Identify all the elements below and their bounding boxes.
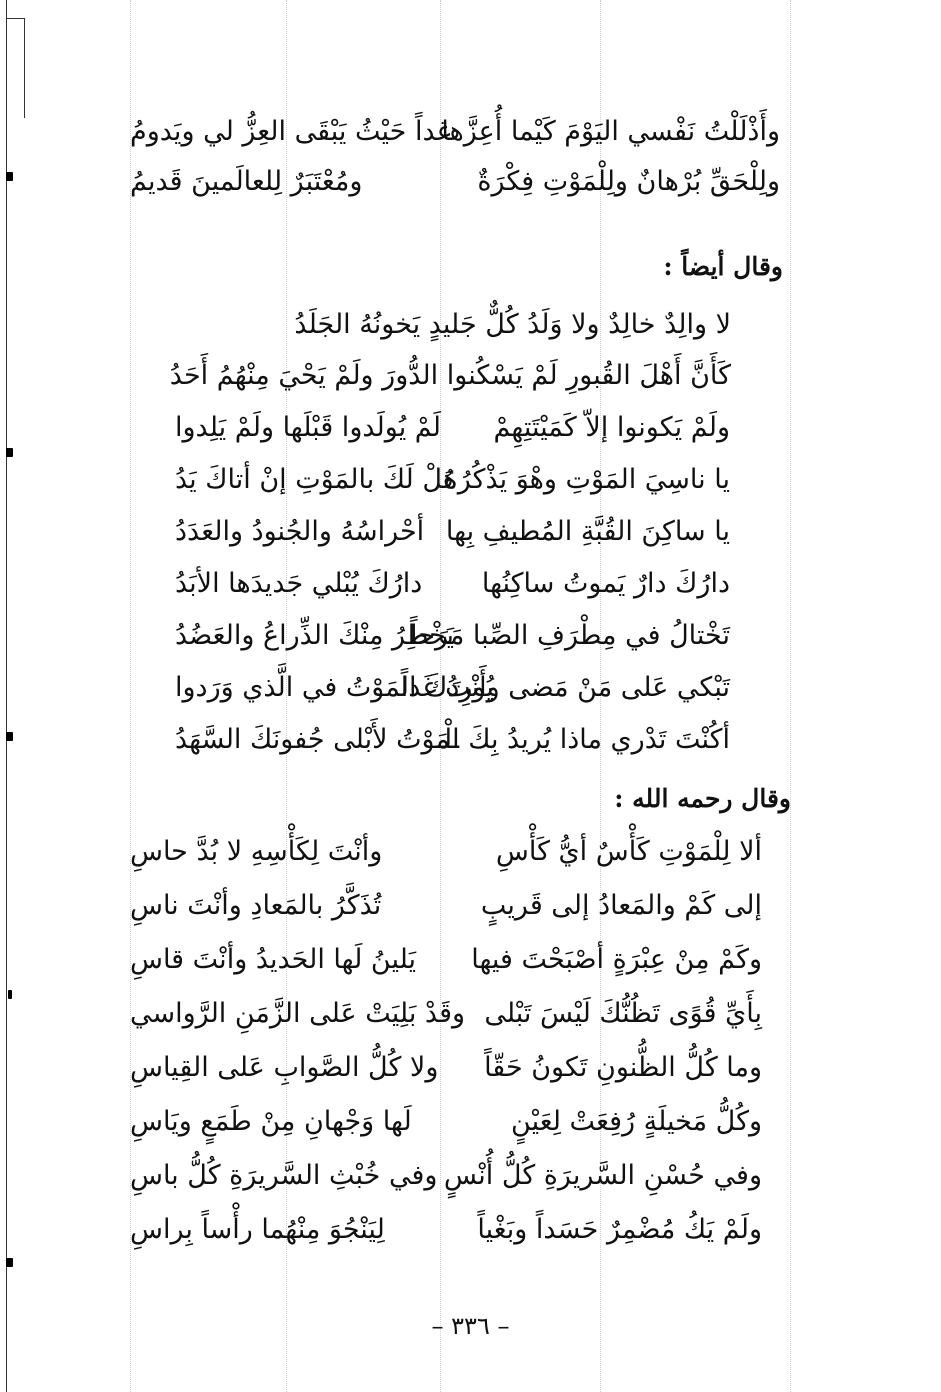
verse-line [175,408,730,448]
verse-hemistich: لِيَنْجُوَ مِنْهُما رأْساً بِراسِ [130,1214,385,1245]
verse-hemistich: إلى كَمْ والمَعادُ إلى قَريبٍ [480,890,762,921]
verse-hemistich: ولَمْ يَكونوا إلاّ كَمَيْتَتِهِمْ [493,412,730,443]
verse-hemistich: تَخْتالُ في مِطْرَفِ الصِّبا مَرَحاً [410,620,730,651]
verse-hemistich: وفي حُسْنِ السَّريرَةِ كُلُّ أُنْسٍ [443,1160,762,1191]
verse-line [175,512,730,552]
verse-hemistich: تَبْكي عَلى مَنْ مَضى وأَنْتَ غَداً [400,672,730,703]
verse-hemistich: وقَدْ بَلِيَتْ عَلى الزَّمَنِ الرَّواسي [130,998,466,1029]
verse-hemistich: ألا لِلْمَوْتِ كَأْسٌ أيُّ كَأْسِ [495,836,762,867]
verse-hemistich: غداً حَيْثُ يَبْقَى العِزُّ لي ويَدومُ [130,116,451,147]
verse-hemistich: ولِلْحَقِّ بُرْهانٌ ولِلْمَوْتِ فِكْرَةٌ [477,166,780,197]
verse-line [130,832,762,872]
verse-hemistich: لَها وَجْهانِ مِنْ طَمَعٍ ويَاسِ [130,1106,412,1137]
verse-hemistich: أحْراسُهُ والجُنودُ والعَدَدُ [175,516,425,547]
verse-line: لا والِدٌ خالِدٌ ولا وَلَدُ كُلٌّ جَليدٍ يَخونُهُ الجَلَدُ [294,309,731,340]
verse-line [175,460,730,500]
verse-line [130,1102,762,1142]
verse-hemistich: تُذَكَّرُ بالمَعادِ وأنْتَ ناسِ [130,890,382,921]
verse-hemistich: وكُلُّ مَخيلَةٍ رُفِعَتْ لِعَيْنٍ [511,1106,762,1137]
verse-hemistich: وأنْتَ لِكَأْسِهِ لا بُدَّ حاسِ [130,836,383,867]
verse-line [130,1156,762,1196]
verse-hemistich: وما كُلُّ الظُّنونِ تَكونُ حَقّاً [484,1052,762,1083]
verse-hemistich: وفي خُبْثِ السَّريرَةِ كُلُّ باسِ [130,1160,438,1191]
verse-hemistich: يا ساكِنَ القُبَّةِ المُطيفِ بِها [445,516,730,547]
verse-line [130,162,780,202]
verse-hemistich: دارُكَ دارٌ يَموتُ ساكِنُها [481,568,730,599]
verse-hemistich: يَخْطِرُ مِنْكَ الذِّراعُ والعَضُدُ [175,620,455,651]
verse-line [130,994,762,1034]
verse-line [130,112,780,152]
verse-hemistich: يُورِدُكَ المَوْتُ في الَّذي وَرَدوا [175,672,494,703]
verse-line: كَأَنَّ أَهْلَ القُبورِ لَمْ يَسْكُنوا الدُّورَ ولَمْ يَحْيَ مِنْهُمُ أَحَدُ [169,360,731,391]
verse-line [175,616,730,656]
margin-mark [6,172,13,181]
poem-intro: وقال رحمه الله : [614,784,791,813]
verse-hemistich: لَمْ يُولَدوا قَبْلَها ولَمْ يَلِدوا [175,412,441,443]
verse-hemistich: وأَذْلَلْتُ نَفْسي اليَوْمَ كَيْما أُعِزَّها [441,116,780,147]
verse-line [130,1048,762,1088]
poem-intro: وقال أيضاً : [663,252,783,281]
guide-line [790,0,791,1392]
verse-line [130,1210,762,1250]
verse-hemistich: ولا كُلُّ الصَّوابِ عَلى القِياسِ [130,1052,439,1083]
verse-hemistich: يَلينُ لَها الحَديدُ وأنْتَ قاسِ [130,944,417,975]
verse-hemistich: أكُنْتَ تَدْري ماذا يُريدُ بِكَ الْـ [435,724,730,755]
page-edge-frame [4,0,26,1392]
verse-hemistich: ومُعْتَبَرٌ لِلعالَمينَ قَديمُ [130,166,363,197]
verse-hemistich: ولَمْ يَكُ مُضْمِرٌ حَسَداً وبَغْياً [477,1214,762,1245]
verse-line [130,940,762,980]
margin-mark [8,990,12,999]
verse-line [175,720,730,760]
verse-hemistich: هَلْ لَكَ بالمَوْتِ إنْ أتاكَ يَدُ [175,464,458,495]
verse-hemistich: بِأَيِّ قُوًى تَظُنُّكَ لَيْسَ تَبْلى [484,998,762,1029]
verse-line [130,886,762,926]
verse-hemistich: وكَمْ مِنْ عِبْرَةٍ أصْبَحْتَ فيها [471,944,762,975]
margin-mark [6,1258,13,1267]
page-number: – ٣٣٦ – [431,1312,510,1340]
verse-hemistich: دارُكَ يُبْلي جَديدَها الأبَدُ [175,568,423,599]
margin-mark [6,732,13,741]
margin-mark [6,448,13,457]
verse-line [175,564,730,604]
verse-hemistich: ـمَوْتُ لأَبْلى جُفونَكَ السَّهَدُ [175,724,459,755]
verse-line [175,668,730,708]
verse-hemistich: يا ناسِيَ المَوْتِ وهْوَ يَذْكُرُهُ [443,464,730,495]
